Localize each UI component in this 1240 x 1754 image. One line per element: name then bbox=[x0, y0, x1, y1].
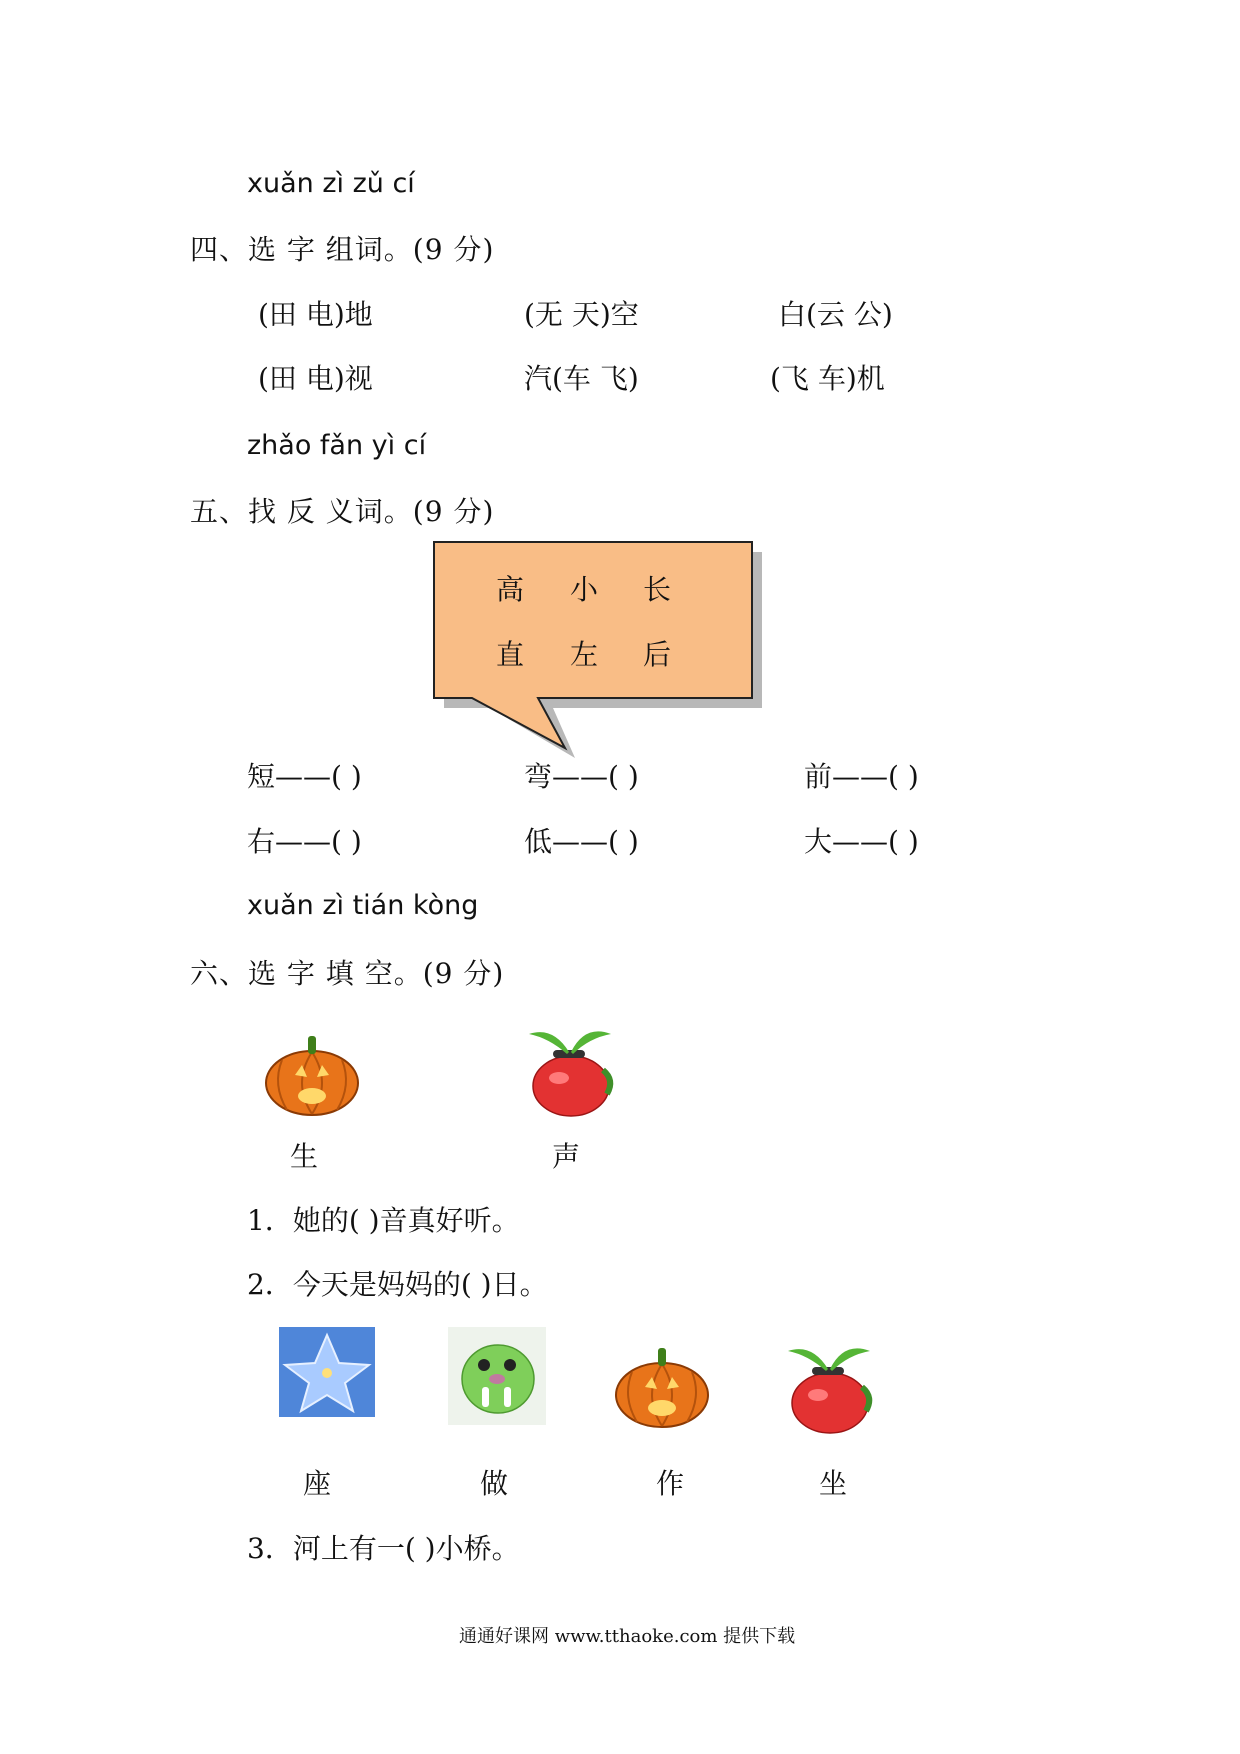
s6-question-3: 3．河上有一( )小桥。 bbox=[247, 1532, 520, 1565]
s6-question-1: 1．她的( )音真好听。 bbox=[247, 1204, 520, 1237]
s5-item-5: 低——( ) bbox=[524, 825, 639, 858]
s6-pinyin: xuǎn zì tián kòng bbox=[247, 890, 479, 921]
s4-item-1: (田 电)地 bbox=[258, 298, 373, 331]
bubble-word-zhi: 直 bbox=[496, 638, 525, 671]
s4-item-4: (田 电)视 bbox=[258, 362, 373, 395]
bubble-word-hou: 后 bbox=[643, 638, 672, 671]
strawberry-icon-2 bbox=[782, 1337, 882, 1437]
s5-item-3: 前——( ) bbox=[804, 760, 919, 793]
footer-text: 通通好课网 www.tthaoke.com 提供下载 bbox=[459, 1626, 796, 1647]
s6-heading: 六、选 字 填 空。(9 分) bbox=[190, 957, 505, 990]
label-zuo-make: 作 bbox=[656, 1467, 685, 1500]
star-icon bbox=[279, 1327, 375, 1417]
s4-item-5: 汽(车 飞) bbox=[524, 362, 639, 395]
s5-item-1: 短——( ) bbox=[247, 760, 362, 793]
label-zuo-sit: 坐 bbox=[819, 1467, 848, 1500]
s6-question-2: 2．今天是妈妈的( )日。 bbox=[247, 1268, 548, 1301]
s5-pinyin: zhǎo fǎn yì cí bbox=[247, 430, 427, 461]
s4-item-2: (无 天)空 bbox=[524, 298, 639, 331]
s4-item-6: (飞 车)机 bbox=[770, 362, 885, 395]
s4-heading: 四、选 字 组词。(9 分) bbox=[190, 233, 495, 266]
strawberry-icon bbox=[523, 1020, 623, 1120]
s4-item-3: 白(云 公) bbox=[778, 298, 893, 331]
label-zuo-do: 做 bbox=[480, 1467, 509, 1500]
pumpkin-icon bbox=[262, 1030, 362, 1120]
label-sheng-birth: 生 bbox=[290, 1140, 319, 1173]
bubble-word-gao: 高 bbox=[496, 573, 525, 606]
pumpkin-icon-2 bbox=[612, 1342, 712, 1432]
s5-item-4: 右——( ) bbox=[247, 825, 362, 858]
label-zuo-seat: 座 bbox=[303, 1467, 332, 1500]
bubble-word-xiao: 小 bbox=[570, 573, 599, 606]
walrus-icon bbox=[448, 1327, 546, 1425]
bubble-word-chang: 长 bbox=[643, 573, 672, 606]
s5-item-6: 大——( ) bbox=[804, 825, 919, 858]
bubble-word-zuo: 左 bbox=[570, 638, 599, 671]
s5-heading: 五、找 反 义词。(9 分) bbox=[190, 495, 495, 528]
s5-item-2: 弯——( ) bbox=[524, 760, 639, 793]
s4-pinyin: xuǎn zì zǔ cí bbox=[247, 168, 415, 199]
label-sheng-sound: 声 bbox=[552, 1140, 581, 1173]
